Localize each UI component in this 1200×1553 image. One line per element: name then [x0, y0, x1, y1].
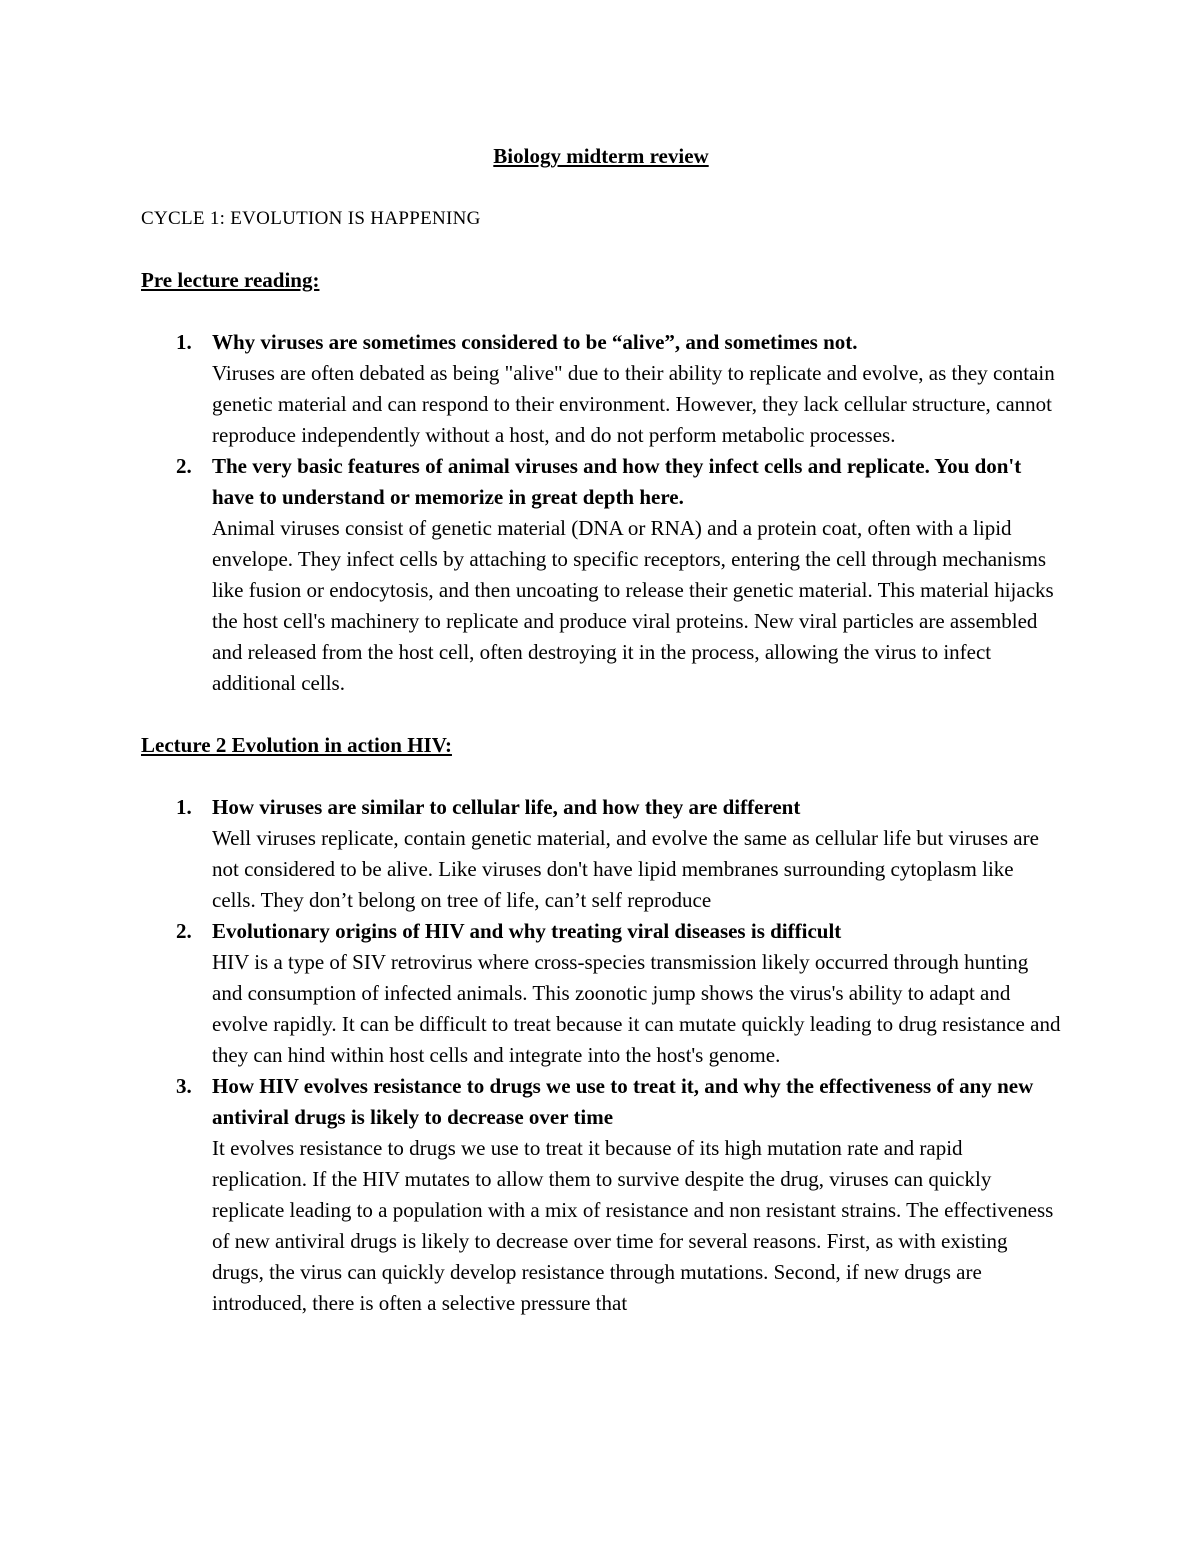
list-item: [141, 1071, 1061, 1319]
item-question: Evolutionary origins of HIV and why treating viral diseases is difficult: [212, 919, 842, 943]
cycle-heading: CYCLE 1: EVOLUTION IS HAPPENING: [141, 208, 481, 229]
item-number: 1.: [176, 330, 192, 354]
item-question: Why viruses are sometimes considered to be “alive”, and sometimes not.: [212, 330, 858, 354]
section-heading-pre-lecture: Pre lecture reading:: [141, 268, 320, 292]
list-item: [141, 451, 1061, 699]
list-item: [141, 792, 1061, 916]
document-body: [141, 141, 1061, 1319]
item-question: How viruses are similar to cellular life, and how they are different: [212, 795, 801, 819]
item-answer: Well viruses replicate, contain genetic material, and evolve the same as cellular life but viruses are not considered to be alive. Like viruses don't have lipid membranes surrounding cytoplasm like cells. They don’t belong on tree of life, can’t self reproduce: [212, 826, 1039, 912]
item-question: How HIV evolves resistance to drugs we use to treat it, and why the effectiveness of any new antiviral drugs is likely to decrease over time: [212, 1074, 1034, 1129]
pre-lecture-question-list: [141, 327, 1061, 699]
section-heading-lecture-2: Lecture 2 Evolution in action HIV:: [141, 733, 452, 757]
item-number: 2.: [176, 454, 192, 478]
item-question: The very basic features of animal viruses and how they infect cells and replicate. You don't have to understand or memorize in great depth here.: [212, 454, 1022, 509]
item-answer: Animal viruses consist of genetic material (DNA or RNA) and a protein coat, often with a lipid envelope. They infect cells by attaching to specific receptors, entering the cell through mechanisms like fusion or endocytosis, and then uncoating to release their genetic material. This material hijacks the host cell's machinery to replicate and produce viral proteins. New viral particles are assembled and released from the host cell, often destroying it in the process, allowing the virus to infect additional cells.: [212, 516, 1054, 695]
item-number: 3.: [176, 1074, 192, 1098]
lecture-2-question-list: [141, 792, 1061, 1319]
document-title: Biology midterm review: [493, 144, 709, 168]
list-item: [141, 916, 1061, 1071]
list-item: [141, 327, 1061, 451]
item-number: 2.: [176, 919, 192, 943]
item-answer: Viruses are often debated as being "alive" due to their ability to replicate and evolve, as they contain genetic material and can respond to their environment. However, they lack cellular structure, cannot reproduce independently without a host, and do not perform metabolic processes.: [212, 361, 1055, 447]
item-answer: HIV is a type of SIV retrovirus where cross-species transmission likely occurred through hunting and consumption of infected animals. This zoonotic jump shows the virus's ability to adapt and evolve rapidly. It can be difficult to treat because it can mutate quickly leading to drug resistance and they can hind within host cells and integrate into the host's genome.: [212, 950, 1061, 1067]
item-number: 1.: [176, 795, 192, 819]
item-answer: It evolves resistance to drugs we use to treat it because of its high mutation rate and rapid replication. If the HIV mutates to allow them to survive despite the drug, viruses can quickly replicate leading to a population with a mix of resistance and non resistant strains. The effectiveness of new antiviral drugs is likely to decrease over time for several reasons. First, as with existing drugs, the virus can quickly develop resistance through mutations. Second, if new drugs are introduced, there is often a selective pressure that: [212, 1136, 1054, 1315]
